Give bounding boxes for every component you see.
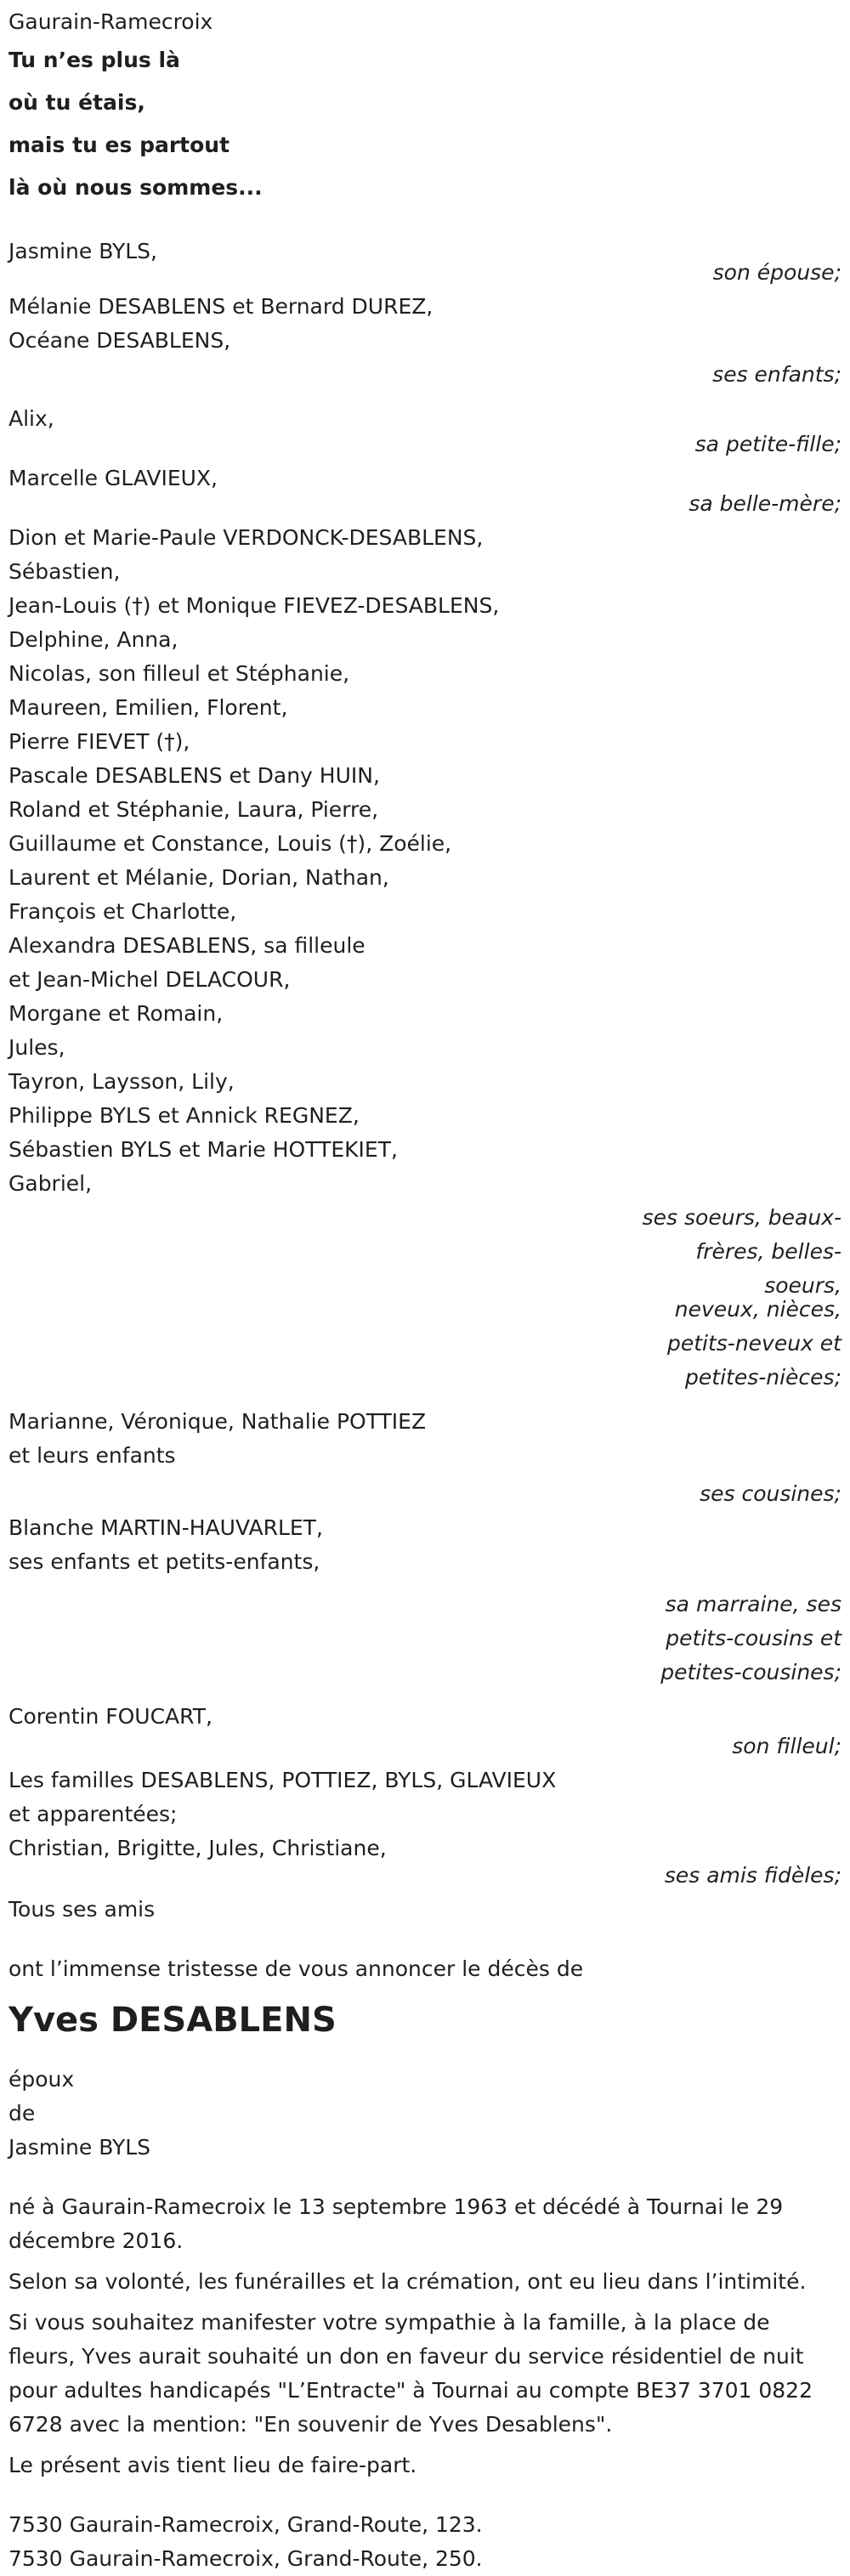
- relation-label: ses enfants;: [712, 362, 842, 387]
- family-member: Sébastien,: [8, 559, 121, 584]
- relation-label: neveux, nièces, petits-neveux et petites-nièces;: [666, 1297, 842, 1390]
- spouse-of-line: de: [8, 2101, 36, 2126]
- family-member: Dion et Marie-Paule VERDONCK-DESABLENS,: [8, 525, 484, 550]
- family-group-granddaughter: [8, 402, 842, 461]
- family-member: Alix,: [8, 406, 54, 431]
- family-group-godson: [8, 1700, 842, 1764]
- relation-label: sa belle-mère;: [688, 491, 842, 516]
- deceased-name: Yves DESABLENS: [8, 2001, 337, 2040]
- family-group-godmother: [8, 1511, 842, 1690]
- family-member: Tayron, Laysson, Lily,: [8, 1069, 235, 1094]
- relation-label: ses cousines;: [700, 1481, 842, 1506]
- family-member: Les familles DESABLENS, POTTIEZ, BYLS, GLAVIEUX: [8, 1768, 557, 1792]
- donation-paragraph: Si vous souhaitez manifester votre sympathie à la famille, à la place de fleurs, Yves aurait souhaité un don en faveur du service résidentiel de nuit pour adultes handicapés "L’Entracte" à Tournai au compte BE37 3701 0822 6728 avec la mention: "En souvenir de Yves Desablens".: [8, 2310, 813, 2437]
- family-member: Christian, Brigitte, Jules, Christiane,: [8, 1836, 387, 1860]
- family-member: Corentin FOUCART,: [8, 1704, 212, 1729]
- family-member: Roland et Stéphanie, Laura, Pierre,: [8, 797, 379, 822]
- family-member: et apparentées;: [8, 1802, 178, 1826]
- family-member: Océane DESABLENS,: [8, 328, 231, 353]
- relation-label: son filleul;: [732, 1734, 842, 1758]
- family-member: et leurs enfants: [8, 1443, 176, 1468]
- family-member: Marianne, Véronique, Nathalie POTTIEZ: [8, 1409, 427, 1434]
- family-member: Alexandra DESABLENS, sa filleule: [8, 933, 366, 958]
- family-member: ses enfants et petits-enfants,: [8, 1549, 320, 1574]
- announcement: ont l’immense tristesse de vous annoncer le décès de: [8, 1956, 584, 1981]
- family-member: Laurent et Mélanie, Dorian, Nathan,: [8, 865, 389, 890]
- relation-label: ses soeurs, beaux-frères, belles-soeurs,: [642, 1205, 842, 1298]
- family-member: Jean-Louis (†) et Monique FIEVEZ-DESABLENS,: [8, 593, 500, 618]
- town-header: Gaurain-Ramecroix: [8, 9, 213, 34]
- family-group-cousins: [8, 1405, 842, 1511]
- relation-label: sa marraine, ses petits-cousins et petites-cousines;: [660, 1592, 842, 1684]
- family-member: Marcelle GLAVIEUX,: [8, 466, 218, 490]
- address-line: 7530 Gaurain-Ramecroix, Grand-Route, 123.: [8, 2512, 483, 2537]
- family-member: Guillaume et Constance, Louis (†), Zoélie,: [8, 831, 452, 856]
- family-member: Pascale DESABLENS et Dany HUIN,: [8, 763, 380, 788]
- family-member: Blanche MARTIN-HAUVARLET,: [8, 1515, 323, 1540]
- poem-line: Tu n’es plus là: [8, 48, 180, 72]
- family-member: François et Charlotte,: [8, 899, 237, 924]
- family-member: Nicolas, son filleul et Stéphanie,: [8, 661, 350, 686]
- address-line: 7530 Gaurain-Ramecroix, Grand-Route, 250.: [8, 2546, 483, 2571]
- family-group-siblings: [8, 521, 842, 1395]
- birth-death-paragraph: né à Gaurain-Ramecroix le 13 septembre 1963 et décédé à Tournai le 29 décembre 2016.: [8, 2194, 784, 2253]
- family-member: Delphine, Anna,: [8, 627, 178, 652]
- relation-label: sa petite-fille;: [694, 432, 842, 456]
- family-group-mother-in-law: [8, 461, 842, 521]
- notice-paragraph: Le présent avis tient lieu de faire-part.: [8, 2453, 417, 2477]
- family-member: Mélanie DESABLENS et Bernard DUREZ,: [8, 294, 434, 319]
- spouse-of-line: Jasmine BYLS: [8, 2135, 151, 2160]
- family-group-spouse: [8, 235, 842, 290]
- family-member: Sébastien BYLS et Marie HOTTEKIET,: [8, 1137, 398, 1162]
- family-member: et Jean-Michel DELACOUR,: [8, 967, 291, 992]
- family-group-families: [8, 1764, 842, 1893]
- family-member: Pierre FIEVET (†),: [8, 729, 190, 754]
- family-member: Philippe BYLS et Annick REGNEZ,: [8, 1103, 360, 1128]
- poem: [8, 39, 842, 209]
- family-group-children: [8, 290, 842, 392]
- family-member: Maureen, Emilien, Florent,: [8, 695, 288, 720]
- family-member: Morgane et Romain,: [8, 1001, 224, 1026]
- funeral-paragraph: Selon sa volonté, les funérailles et la crémation, ont eu lieu dans l’intimité.: [8, 2269, 807, 2294]
- friends-line: Tous ses amis: [8, 1897, 156, 1922]
- poem-line: mais tu es partout: [8, 133, 230, 157]
- poem-line: où tu étais,: [8, 90, 145, 115]
- relation-label: son épouse;: [712, 260, 842, 285]
- family-member: Gabriel,: [8, 1171, 93, 1196]
- poem-line: là où nous sommes...: [8, 175, 263, 200]
- family-member: Jasmine BYLS,: [8, 239, 157, 263]
- family-member: Jules,: [8, 1035, 65, 1060]
- spouse-of-line: époux: [8, 2067, 75, 2092]
- relation-label: ses amis fidèles;: [664, 1863, 842, 1888]
- spouse-of: [8, 2063, 842, 2165]
